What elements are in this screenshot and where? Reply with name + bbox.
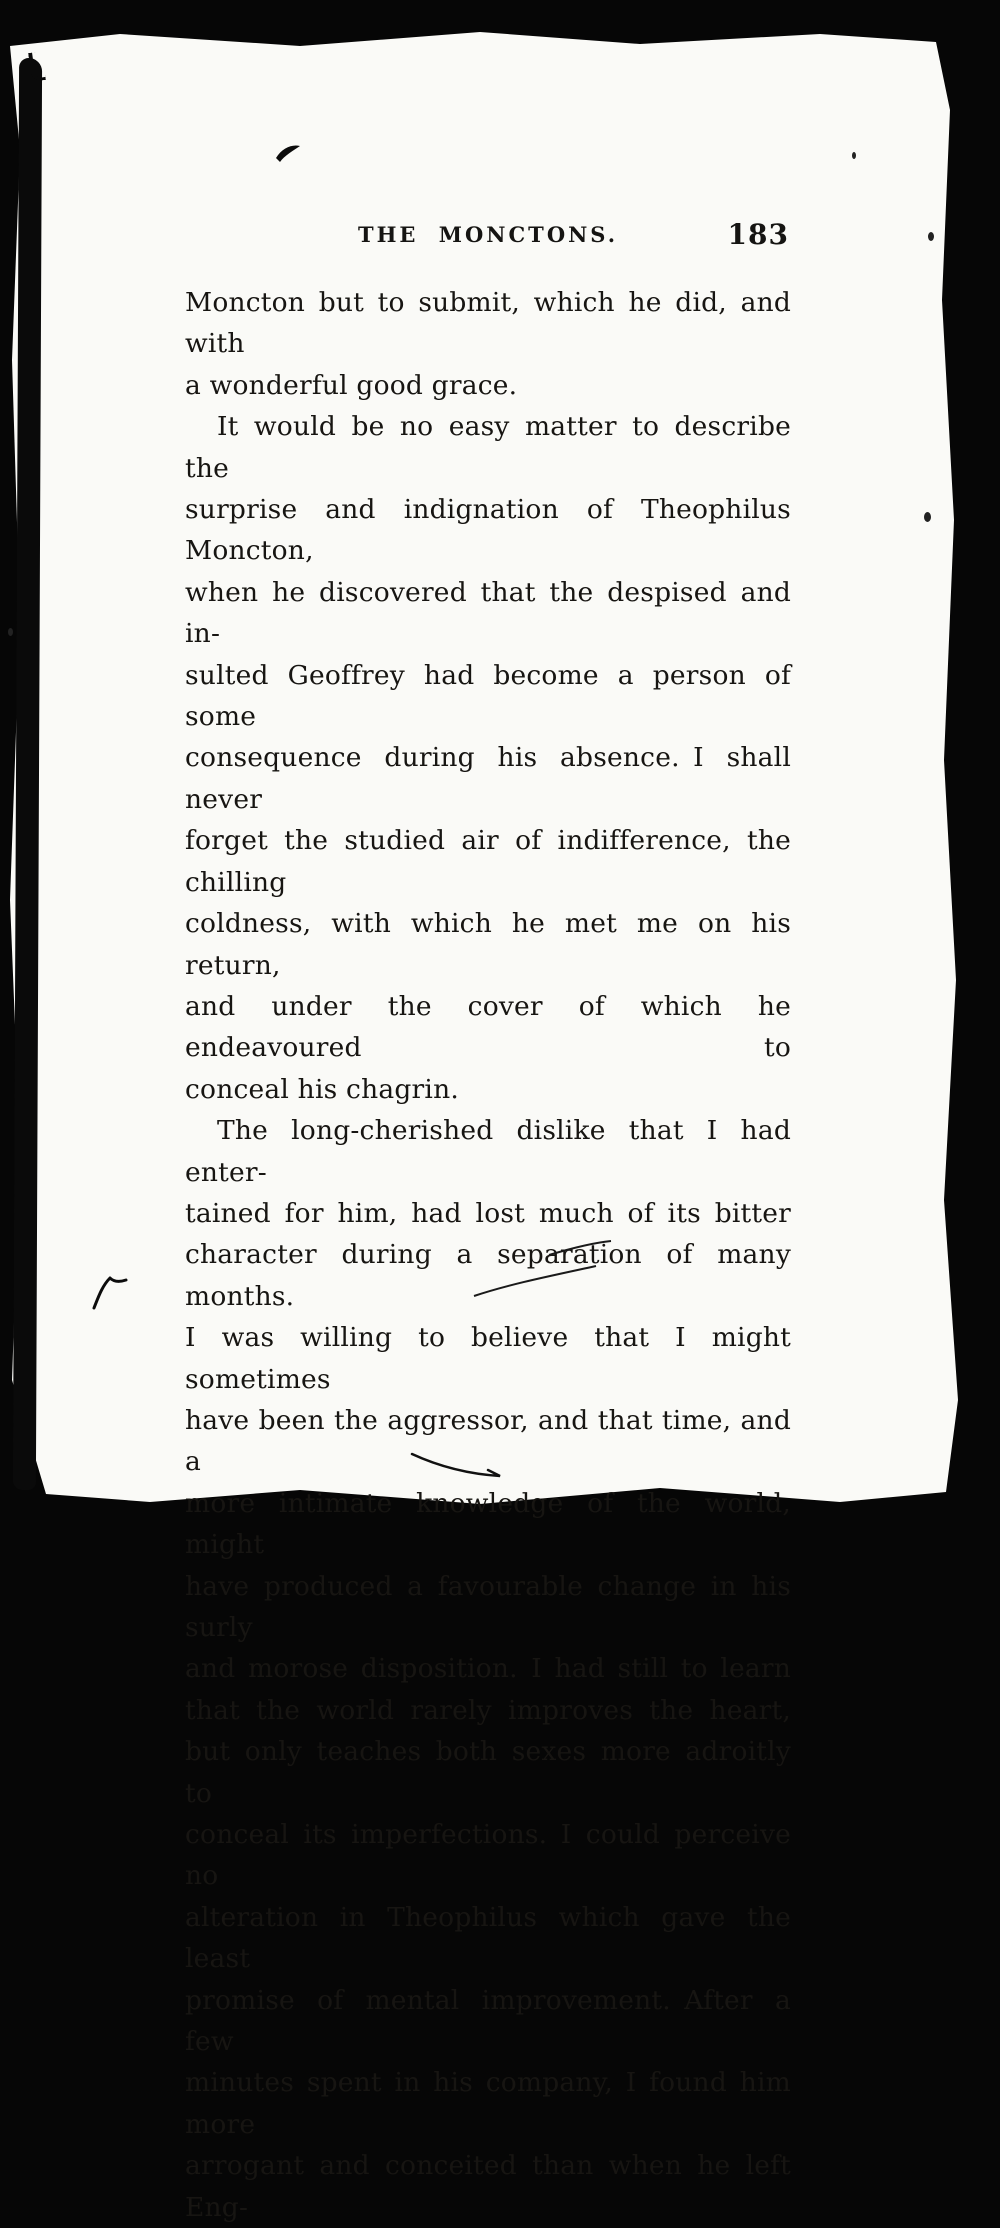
text-line: promise of mental improvement. After a few: [185, 1984, 791, 2058]
text-line: conceal its imperfections. I could perceive no: [185, 1819, 791, 1892]
text-line: more intimate knowledge of the world, might: [185, 1487, 791, 1561]
text-line: have been the aggressor, and that time, and a: [185, 1404, 791, 1478]
text-line: but only teaches both sexes more adroitly to: [185, 1736, 791, 1809]
text-line: and morose disposition. I had still to learn: [185, 1653, 791, 1685]
running-title: THE MONCTONS.: [357, 222, 619, 247]
text-line: consequence during his absence. I shall never: [185, 742, 791, 815]
text-line: forget the studied air of indifference, the chilling: [185, 825, 791, 898]
page-number: 183: [727, 218, 789, 251]
text-line: surprise and indignation of Theophilus Moncton,: [185, 494, 791, 567]
text-line: Moncton but to submit, which he did, and with: [185, 287, 791, 360]
text-line: It would be no easy matter to describe the: [185, 411, 791, 484]
running-header: [185, 218, 791, 258]
text-line: I was willing to believe that I might sometimes: [185, 1322, 791, 1395]
text-line: coldness, with which he met me on his return,: [185, 908, 791, 981]
text-line: arrogant and conceited than when he left Eng-: [185, 2150, 791, 2223]
text-line: when he discovered that the despised and in-: [185, 576, 791, 650]
text-line: alteration in Theophilus which gave the least: [185, 1901, 791, 1975]
scan-speck: [8, 628, 13, 636]
scan-speck: [924, 512, 931, 522]
text-line: that the world rarely improves the heart,: [185, 1694, 791, 1726]
text-line: have produced a favourable change in his surly: [185, 1570, 791, 1643]
text-line: The long-cherished dislike that I had enter-: [185, 1115, 791, 1188]
paragraph: [185, 406, 791, 1110]
text-line: a wonderful good grace.: [185, 369, 518, 401]
text-line: character during a separation of many months.: [185, 1239, 791, 1312]
scan-speck: [928, 232, 934, 241]
text-line: sulted Geoffrey had become a person of some: [185, 659, 791, 733]
text-line: and under the cover of which he endeavoured to: [185, 990, 791, 1064]
text-block: [185, 282, 791, 2228]
scan-speck: [852, 152, 856, 159]
text-line: conceal his chagrin.: [185, 1073, 459, 1105]
paragraph: [185, 282, 791, 406]
paragraph: [185, 1110, 791, 2228]
text-line: minutes spent in his company, I found him more: [185, 2067, 791, 2140]
text-line: tained for him, had lost much of its bitter: [185, 1197, 791, 1229]
